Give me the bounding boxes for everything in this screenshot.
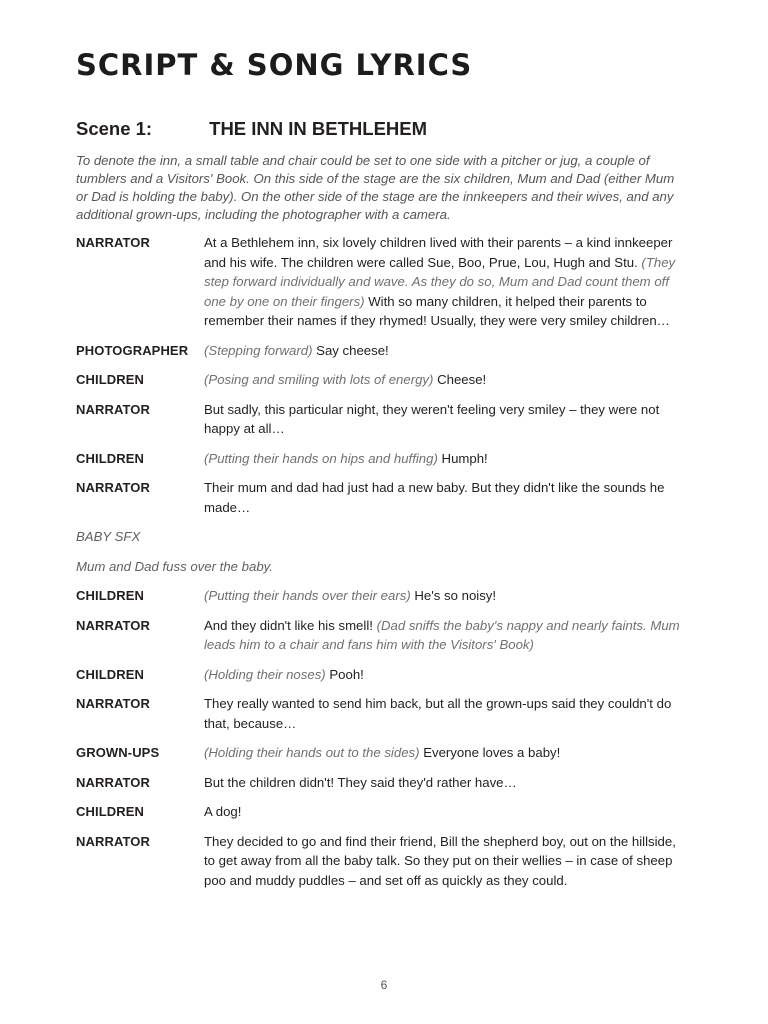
dialogue: Humph! bbox=[437, 450, 488, 466]
stage-direction: (Holding their noses) bbox=[204, 666, 326, 682]
stage-note: Mum and Dad fuss over the baby. bbox=[76, 558, 273, 574]
speech-text bbox=[204, 616, 688, 655]
speaker-name: NARRATOR bbox=[76, 401, 150, 417]
speaker-name: CHILDREN bbox=[76, 804, 144, 819]
dialogue: With so many children, it helped their parents to remember their names if they rhymed! Usually, they were very smiley children… bbox=[204, 293, 670, 328]
speech-text bbox=[204, 694, 688, 733]
script-line bbox=[76, 449, 688, 469]
speaker-name: NARRATOR bbox=[76, 235, 150, 250]
speaker-name: NARRATOR bbox=[76, 480, 150, 495]
speech-text bbox=[204, 802, 688, 822]
scene-title: THE INN IN BETHLEHEM bbox=[209, 118, 428, 139]
stage-direction: (They step forward individually and wave. As they do so, Mum and Dad count them off one by one on their fingers) bbox=[204, 254, 676, 309]
speaker-name: PHOTOGRAPHER bbox=[76, 342, 189, 358]
speech-text bbox=[204, 773, 688, 793]
dialogue: And they didn't like his smell! bbox=[204, 617, 377, 633]
dialogue: Cheese! bbox=[433, 372, 487, 387]
speaker-name: CHILDREN bbox=[76, 450, 144, 466]
speech-text bbox=[204, 341, 688, 361]
dialogue: Say cheese! bbox=[312, 342, 389, 358]
dialogue: They decided to go and find their friend, Bill the shepherd boy, out on the hillside, to get away from all the baby talk. So they put on their wellies – in case of sheep poo and muddy puddles – and set off as quickly as they could. bbox=[204, 833, 676, 888]
script-line bbox=[76, 665, 688, 685]
script-line bbox=[76, 400, 688, 439]
speaker-name: CHILDREN bbox=[76, 588, 144, 603]
speech-text bbox=[204, 832, 688, 891]
stage-direction: (Putting their hands over their ears) bbox=[204, 588, 411, 603]
script-line bbox=[76, 478, 688, 517]
speech-text bbox=[204, 478, 688, 517]
stage-direction: (Stepping forward) bbox=[204, 342, 313, 358]
script-body bbox=[76, 233, 688, 900]
script-line bbox=[76, 773, 688, 793]
dialogue: He's so noisy! bbox=[410, 588, 497, 603]
speaker-name: CHILDREN bbox=[76, 372, 144, 387]
script-line bbox=[76, 370, 688, 390]
script-line bbox=[76, 616, 688, 655]
dialogue: They really wanted to send him back, but all the grown-ups said they couldn't do that, because… bbox=[204, 696, 672, 731]
speech-text bbox=[204, 743, 688, 763]
speech-text bbox=[204, 233, 688, 331]
dialogue: At a Bethlehem inn, six lovely children lived with their parents – a kind innkeeper and his wife. The children were called Sue, Boo, Prue, Lou, Hugh and Stu. bbox=[204, 235, 673, 270]
speaker-name: NARRATOR bbox=[76, 833, 150, 849]
stage-note: BABY SFX bbox=[76, 529, 141, 544]
speaker-name: NARRATOR bbox=[76, 696, 150, 711]
script-line bbox=[76, 832, 688, 891]
dialogue: Their mum and dad had just had a new baby. But they didn't like the sounds he made… bbox=[204, 480, 665, 515]
speech-text bbox=[204, 370, 688, 390]
stage-direction: (Holding their hands out to the sides) bbox=[204, 745, 420, 760]
speech-text bbox=[204, 665, 688, 685]
dialogue: Pooh! bbox=[325, 666, 364, 682]
dialogue: But sadly, this particular night, they weren't feeling very smiley – they were not happy at all… bbox=[204, 401, 660, 436]
script-line bbox=[76, 802, 688, 822]
stage-direction: (Dad sniffs the baby's nappy and nearly faints. Mum leads him to a chair and fans him with the Visitors' Book) bbox=[204, 617, 680, 652]
script-line bbox=[76, 586, 688, 606]
dialogue: A dog! bbox=[204, 804, 242, 819]
script-line bbox=[76, 694, 688, 733]
speaker-name: GROWN-UPS bbox=[76, 745, 160, 760]
scene-header bbox=[76, 118, 427, 140]
page-number: 6 bbox=[380, 978, 388, 992]
speaker-name: NARRATOR bbox=[76, 617, 150, 633]
page-heading: SCRIPT & SONG LYRICS bbox=[76, 48, 473, 82]
speech-text bbox=[204, 586, 688, 606]
script-line bbox=[76, 233, 688, 331]
scene-number: Scene 1: bbox=[76, 118, 153, 139]
stage-direction: (Putting their hands on hips and huffing) bbox=[204, 450, 438, 466]
speech-text bbox=[204, 400, 688, 439]
script-line bbox=[76, 743, 688, 763]
speech-text bbox=[204, 449, 688, 469]
dialogue: Everyone loves a baby! bbox=[419, 745, 561, 760]
dialogue: But the children didn't! They said they'd rather have… bbox=[204, 774, 517, 790]
stage-directions-intro: To denote the inn, a small table and chair could be set to one side with a pitcher or jug, a couple of tumblers and a Visitors' Book. On this side of the stage are the six children, Mum and Dad (either Mum or Dad is holding the baby). On the other side of the stage are the innkeepers and their wives, and any additional grown-ups, including the photographer with a camera. bbox=[76, 153, 675, 222]
script-line bbox=[76, 341, 688, 361]
speaker-name: CHILDREN bbox=[76, 666, 144, 682]
stage-direction: (Posing and smiling with lots of energy) bbox=[204, 372, 434, 387]
speaker-name: NARRATOR bbox=[76, 774, 150, 790]
